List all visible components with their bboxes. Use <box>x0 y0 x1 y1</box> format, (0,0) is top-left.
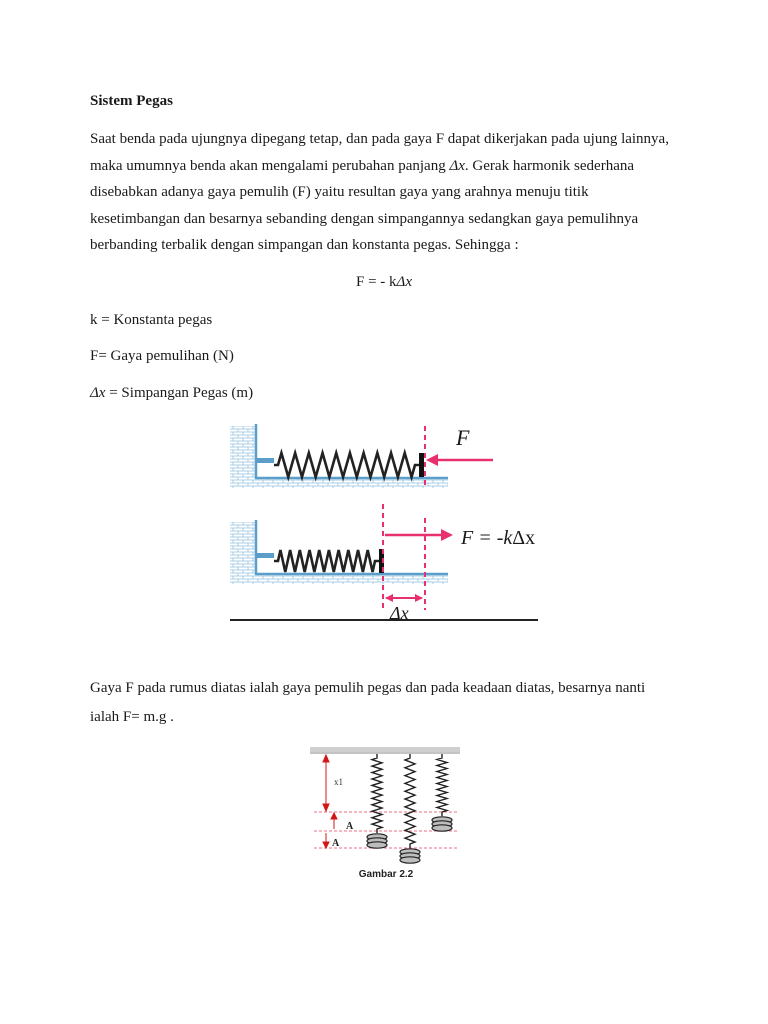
displacement-arrowhead-right <box>415 594 423 602</box>
paragraph-text: maka umumnya benda akan mengalami perubahan panjang <box>90 157 450 174</box>
paragraph-line: disebabkan adanya gaya pemulih (F) yaitu resultan gaya yang arahnya menuju titik <box>90 184 589 200</box>
force-label: F <box>456 425 470 450</box>
formula-var: Δx <box>396 274 412 290</box>
section-title: Sistem Pegas <box>90 93 173 109</box>
mass-disc <box>400 857 420 863</box>
hanging-mass-middle <box>400 849 420 863</box>
mass-block <box>419 453 424 477</box>
vertical-spring-figure <box>310 745 462 885</box>
delta-x-symbol: Δx <box>90 385 106 401</box>
spring-vertical-right <box>437 754 447 816</box>
wall-bricks <box>230 426 256 486</box>
definition-f: F= Gaya pemulihan (N) <box>90 348 234 364</box>
mass-disc <box>432 825 452 831</box>
spring-vertical-middle <box>405 754 415 848</box>
paragraph-line: Saat benda pada ujungnya dipegang tetap, dan pada gaya F dapat dikerjakan pada ujung lainnya, <box>90 131 669 147</box>
restoring-force-arrowhead <box>441 529 453 541</box>
dimension-arrows <box>323 755 337 848</box>
ceiling-bar <box>310 747 460 752</box>
spring-assembly-top <box>230 424 493 488</box>
x1-label: x1 <box>334 777 343 787</box>
hooke-formula <box>0 274 768 291</box>
spring-mount <box>256 458 274 463</box>
definition-text: = Simpangan Pegas (m) <box>105 385 254 401</box>
wall-bricks <box>230 522 256 582</box>
intro-paragraph <box>90 126 690 259</box>
horizontal-spring-figure <box>228 420 548 625</box>
paragraph-text: . Gerak harmonik sederhana <box>464 157 635 174</box>
paragraph-line: Gaya F pada rumus diatas ialah gaya pemulih pegas dan pada keadaan diatas, besarnya nanti <box>90 680 646 696</box>
paragraph-line <box>90 153 690 180</box>
formula-prefix: F = - k <box>355 274 397 290</box>
spring-assembly-bottom <box>230 504 538 623</box>
floor-bricks <box>230 478 448 488</box>
definition-dx <box>90 385 253 402</box>
mass-disc <box>367 842 387 848</box>
displacement-label: Δx <box>390 603 409 623</box>
amplitude-label-bottom: A <box>332 838 340 849</box>
force-arrowhead <box>426 454 438 466</box>
second-paragraph <box>90 674 690 732</box>
amplitude-label-top: A <box>346 821 354 832</box>
hanging-mass-left <box>367 834 387 848</box>
figure-caption: Gambar 2.2 <box>358 869 414 880</box>
hanging-mass-right <box>432 817 452 831</box>
paragraph-line: ialah F= m.g . <box>90 709 174 725</box>
spring-top <box>274 453 419 477</box>
paragraph-line: berbanding terbalik dengan simpangan dan konstanta pegas. Sehingga : <box>90 237 519 253</box>
delta-x-symbol: Δx <box>449 157 465 174</box>
floor-bricks <box>230 574 448 584</box>
displacement-arrowhead-left <box>385 594 393 602</box>
spring-bottom <box>274 550 379 572</box>
spring-mount <box>256 553 274 558</box>
definition-k: k = Konstanta pegas <box>90 312 213 328</box>
paragraph-line: kesetimbangan dan besarnya sebanding dengan simpangannya sedangkan gaya pemulihnya <box>90 210 639 227</box>
restoring-force-label: F = -kΔx <box>461 527 536 549</box>
spring-vertical-left <box>372 754 382 833</box>
